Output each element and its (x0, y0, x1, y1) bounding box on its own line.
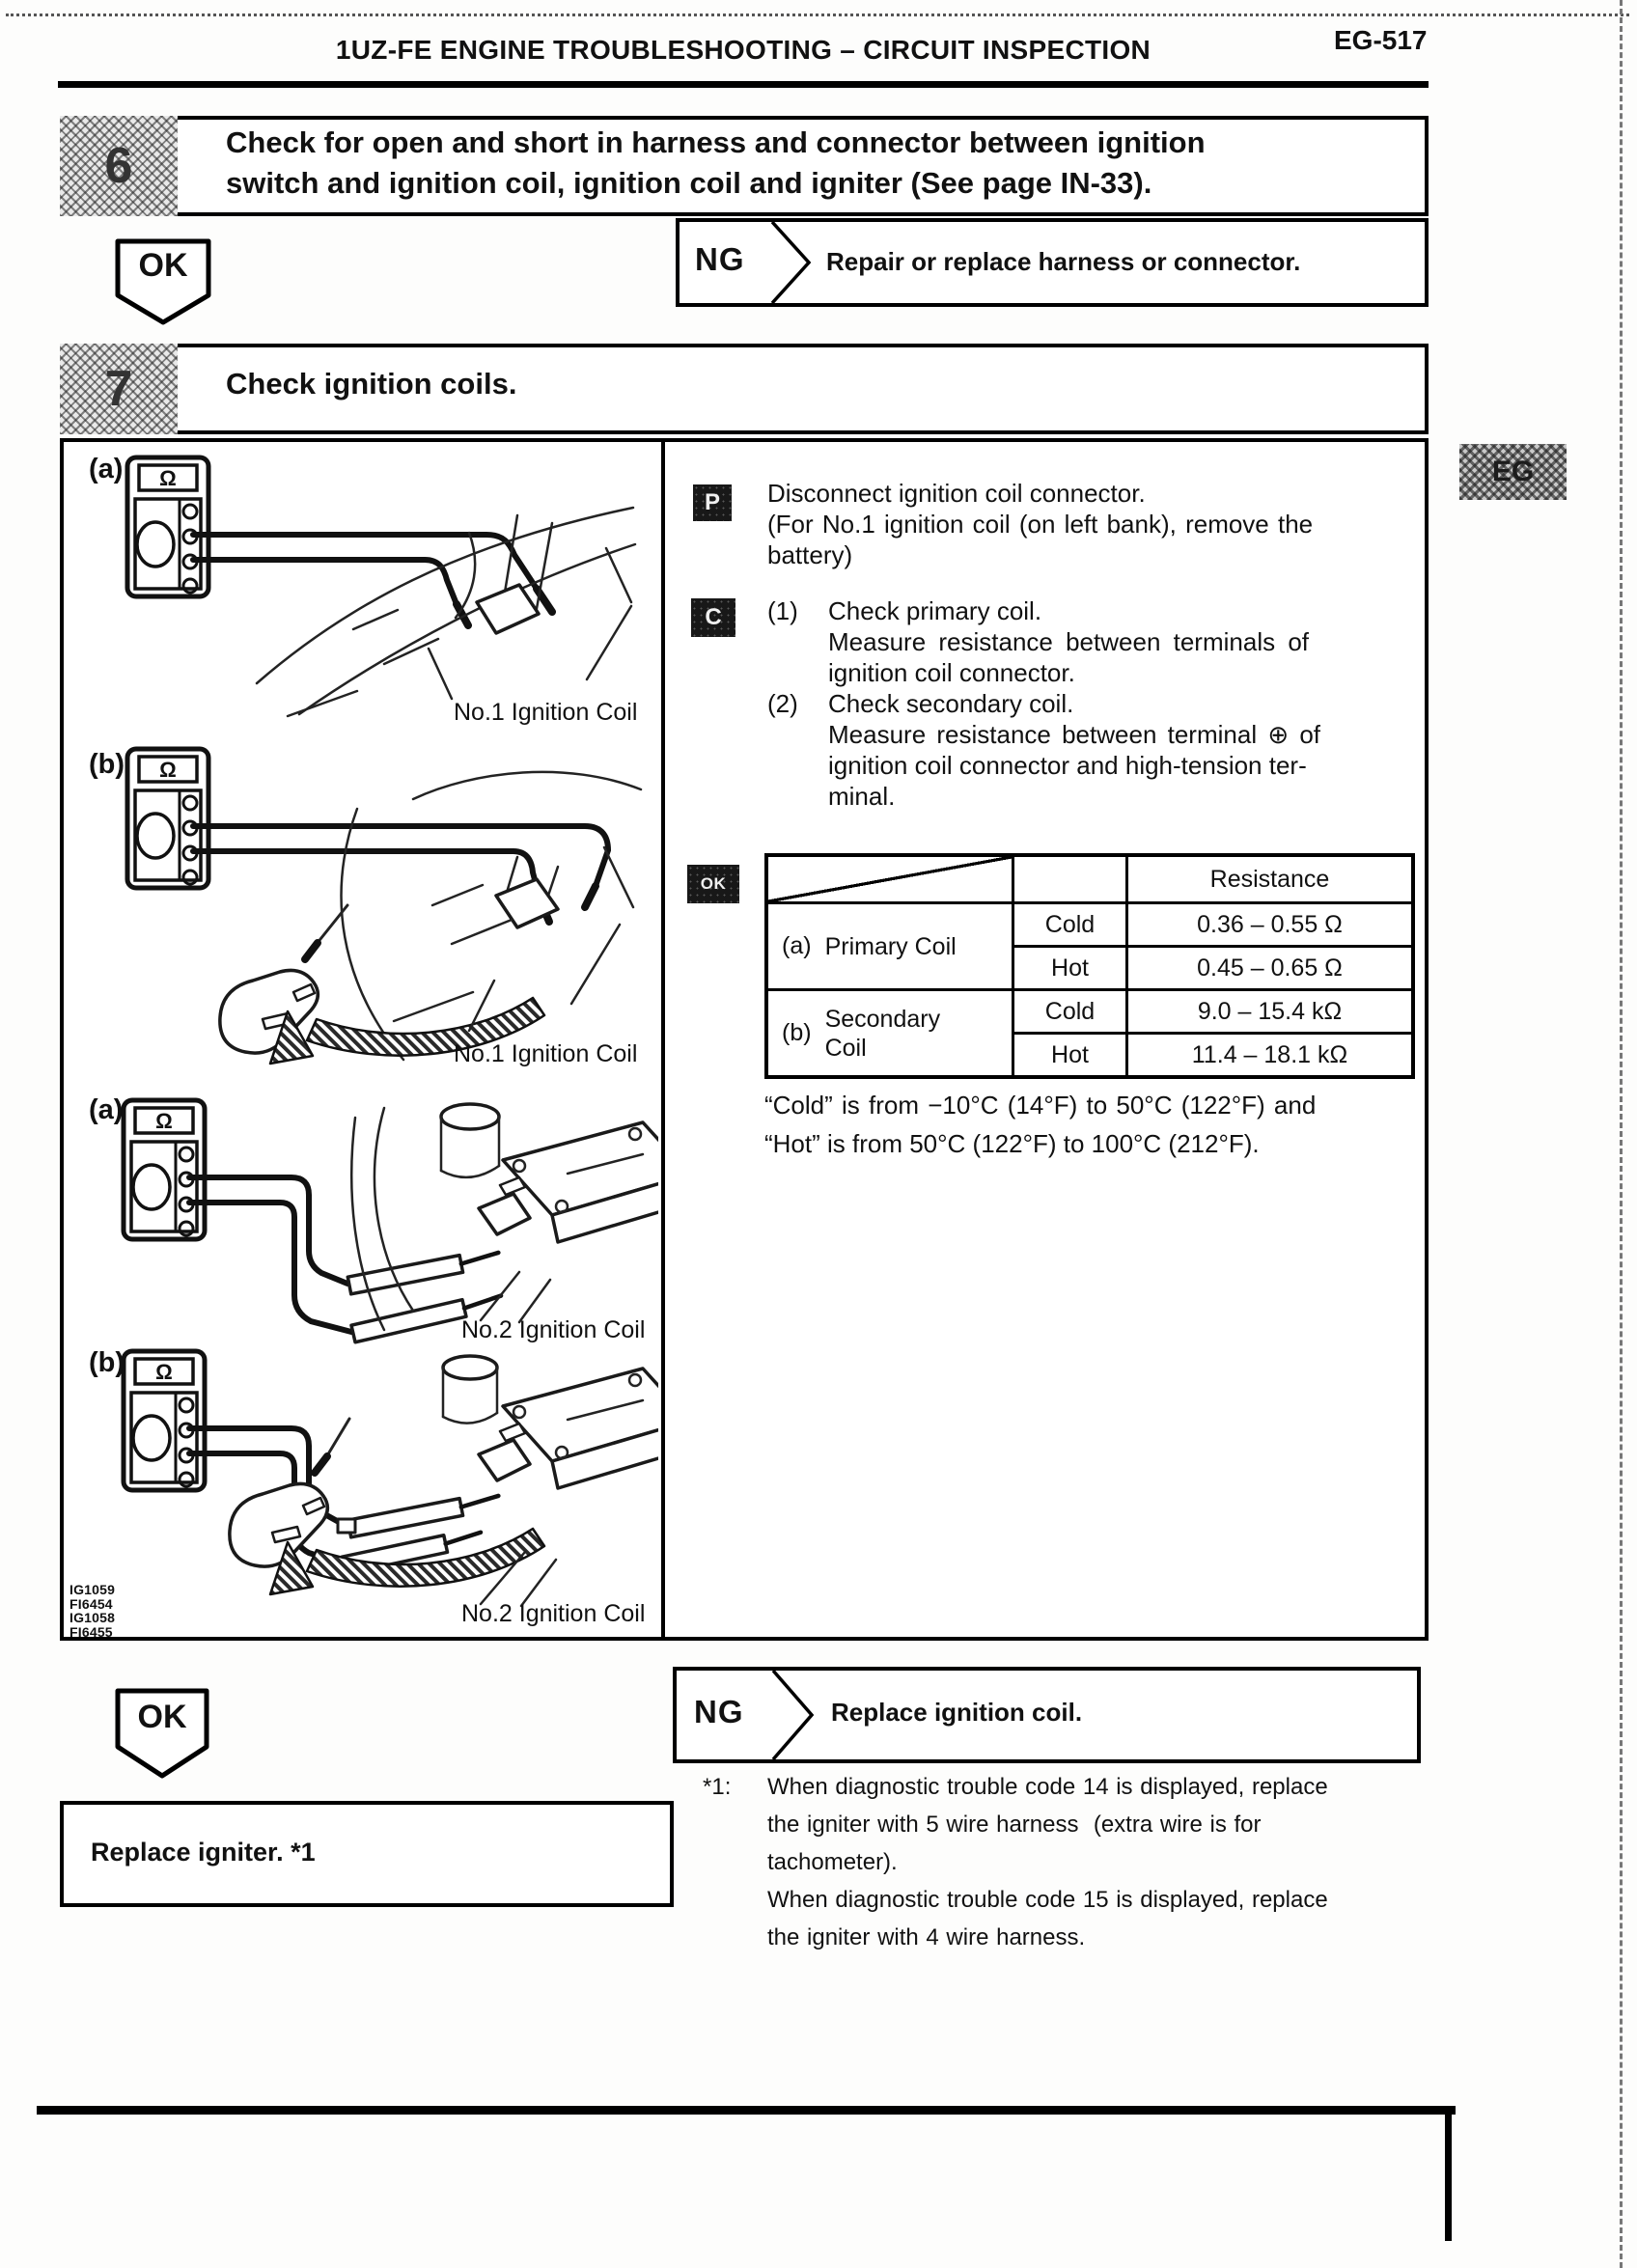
check-item1-line1: Check primary coil. (828, 596, 1042, 625)
footnote-line1: When diagnostic trouble code 14 is displayed, replace (767, 1774, 1328, 1800)
figure-panel-a-no2 (124, 1100, 658, 1342)
row-name: Secondary (824, 1005, 941, 1033)
check-item2-num: (2) (767, 689, 798, 718)
ohm-symbol: Ω (155, 1109, 173, 1133)
ignition-coil-sketch (479, 1440, 530, 1480)
ng-arrow-icon (771, 1671, 818, 1759)
test-probe (347, 1248, 501, 1294)
check-item1-num: (1) (767, 596, 798, 625)
figure-code: IG1059 (69, 1582, 116, 1597)
page-number: EG-517 (1334, 25, 1428, 55)
check-item2-line1: Check secondary coil. (828, 689, 1074, 718)
footnote-ref: *1: (703, 1774, 732, 1800)
figure1-label: No.1 Ignition Coil (454, 699, 638, 726)
ok-label-step6: OK (138, 247, 188, 284)
check-item1-line3: ignition coil connector. (828, 658, 1075, 687)
step7-number: 7 (104, 361, 133, 417)
resistance-spec-table (764, 853, 1415, 1079)
ignition-coil-sketch (479, 1194, 530, 1234)
condition-cell: Hot (1012, 1032, 1125, 1075)
label-leader-line (481, 1272, 519, 1320)
page-header-title: 1UZ-FE ENGINE TROUBLESHOOTING – CIRCUIT INSPECTION (335, 35, 1151, 65)
check-item2-line2: Measure resistance between terminal ⊕ of (828, 720, 1321, 749)
footnote-line2: the igniter with 5 wire harness (extra wire is for (767, 1812, 1262, 1838)
label-leader-line (429, 649, 452, 699)
probe-tip (326, 1419, 349, 1457)
ignition-coil-sketch (477, 585, 539, 633)
value-cell: 9.0 – 15.4 kΩ (1125, 988, 1411, 1032)
table-header-resistance: Resistance (1125, 857, 1411, 901)
table-header-empty (1012, 857, 1125, 901)
figure-code: FI6455 (69, 1623, 113, 1640)
table-corner-cell (768, 857, 1012, 901)
figure2-label: No.1 Ignition Coil (454, 1040, 638, 1067)
ok-spec-icon: OK (687, 865, 739, 903)
value-cell: 0.36 – 0.55 Ω (1125, 901, 1411, 945)
row-prefix: (b) (782, 1019, 812, 1046)
prepare-line1: Disconnect ignition coil connector. (767, 479, 1146, 508)
step6-number: 6 (104, 138, 133, 194)
ng-label-step6: NG (695, 241, 745, 277)
check-item1-line2: Measure resistance between terminals of (828, 627, 1310, 656)
footnote-line5: the igniter with 4 wire harness. (767, 1924, 1086, 1950)
step6-box (60, 116, 1429, 216)
ng-action-step7: Replace ignition coil. (831, 1698, 1083, 1727)
step7-number-cell (60, 344, 178, 434)
condition-cell: Hot (1012, 945, 1125, 988)
header-rule (58, 81, 1429, 88)
ng-action-step6: Repair or replace harness or connector. (826, 247, 1301, 276)
figure3-label: No.2 Ignition Coil (461, 1316, 646, 1343)
step6-instruction-line1: Check for open and short in harness and connector between ignition (226, 125, 1206, 159)
figure1-tag: (a) (89, 454, 124, 484)
figure-panel-b-no1 (127, 749, 641, 1064)
section-tab-eg: EG (1459, 444, 1567, 500)
value-cell: 0.45 – 0.65 Ω (1125, 945, 1411, 988)
ng-result-box-step7 (673, 1667, 1421, 1763)
figure4-label: No.2 Ignition Coil (461, 1600, 646, 1627)
row-prefix: (a) (782, 932, 812, 959)
ng-arrow-icon (770, 222, 817, 303)
footnote-line3: tachometer). (767, 1849, 898, 1875)
ng-result-box-step6 (676, 218, 1429, 307)
temperature-note-line2: “Hot” is from 50°C (122°F) to 100°C (212°F). (764, 1129, 1260, 1158)
ng-label-step7: NG (694, 1694, 744, 1729)
value-cell: 11.4 – 18.1 kΩ (1125, 1032, 1411, 1075)
figure3-tag: (a) (89, 1094, 124, 1125)
figure-code-list (69, 1583, 115, 1639)
prepare-line3: battery) (767, 540, 853, 569)
check-step-icon: C (691, 598, 735, 637)
step6-instruction-line2: switch and ignition coil, ignition coil and igniter (See page IN-33). (226, 166, 1152, 200)
ohm-symbol: Ω (159, 466, 177, 490)
bottom-rule-tick (1445, 2110, 1452, 2241)
row-name2: Coil (824, 1034, 867, 1062)
figure-panel-b-no2 (124, 1351, 658, 1606)
prepare-step-icon: P (693, 484, 732, 521)
content-column-divider (661, 442, 665, 1637)
replace-igniter-box (60, 1801, 674, 1907)
table-row-secondary-coil (768, 988, 1012, 1075)
figure2-tag: (b) (89, 749, 125, 780)
bottom-rule (37, 2106, 1456, 2115)
step7-box (60, 344, 1429, 434)
test-probe (347, 1491, 501, 1537)
row-name: Primary Coil (824, 932, 957, 960)
ohm-symbol: Ω (159, 758, 177, 782)
figure-panel-a-no1 (127, 457, 635, 716)
condition-cell: Cold (1012, 988, 1125, 1032)
figure4-tag: (b) (89, 1347, 125, 1378)
ok-label-step7: OK (137, 1699, 187, 1735)
figure-code: IG1058 (69, 1610, 116, 1625)
prepare-line2: (For No.1 ignition coil (on left bank), remove the (767, 510, 1314, 539)
check-item2-line4: minal. (828, 782, 896, 811)
table-row-primary-coil (768, 901, 1012, 988)
replace-igniter-action: Replace igniter. *1 (91, 1838, 316, 1867)
footnote-line4: When diagnostic trouble code 15 is displayed, replace (767, 1887, 1328, 1913)
check-item2-line3: ignition coil connector and high-tension ter- (828, 751, 1307, 780)
page-right-dashed-edge (1620, 0, 1623, 2268)
step7-title: Check ignition coils. (226, 367, 517, 401)
step6-number-cell (60, 116, 178, 216)
page-top-dotted-edge (6, 14, 1629, 16)
condition-cell: Cold (1012, 901, 1125, 945)
ohm-symbol: Ω (155, 1360, 173, 1384)
figure-code: FI6454 (69, 1595, 113, 1612)
temperature-note-line1: “Cold” is from −10°C (14°F) to 50°C (122°F) and (764, 1091, 1317, 1120)
